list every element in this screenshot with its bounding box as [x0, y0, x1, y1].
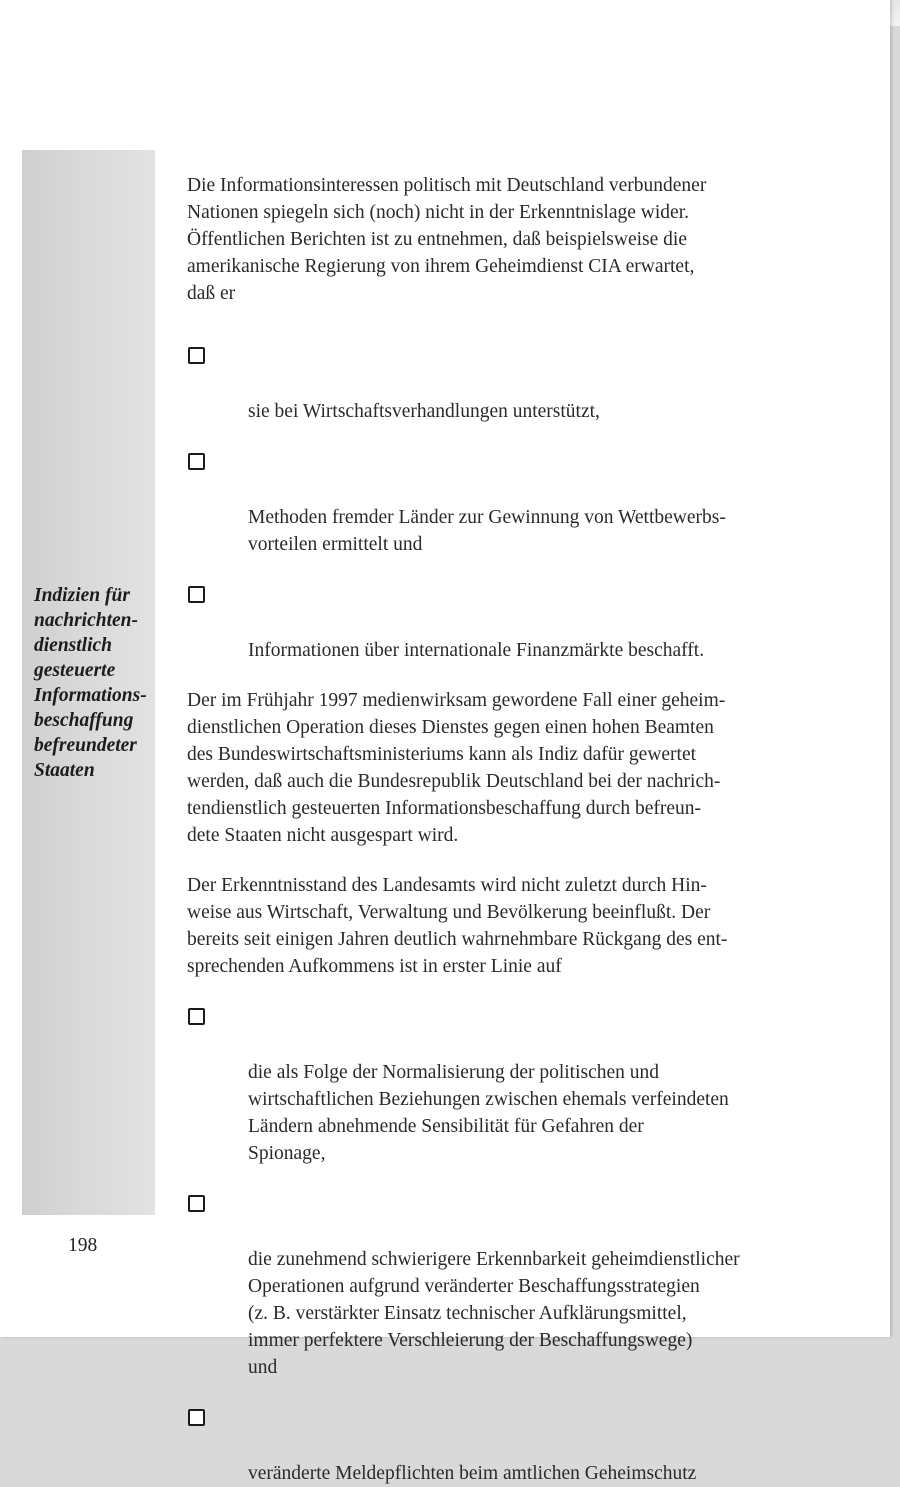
bullet-list-reasons: [187, 1005, 807, 1487]
margin-note-line: dienstlich: [34, 635, 113, 656]
list-item: [187, 1192, 807, 1381]
margin-note-line: Indizien für: [34, 585, 130, 606]
margin-note-line: befreundeter: [34, 735, 137, 756]
checkbox-bullet-icon: [188, 347, 205, 364]
list-item: [187, 450, 807, 558]
list-item-text: die zunehmend schwierigere Erkennbarkeit geheimdienstlicher Operationen aufgrund veränderter Beschaffungsstrategien (z. B. verstärkter Einsatz technischer Aufklärungsmittel, immer perfektere Verschleierung der Beschaffungswege) und: [248, 1249, 740, 1378]
paragraph-erkenntnisstand: Der Erkenntnisstand des Landesamts wird nicht zuletzt durch Hin- weise aus Wirtschaft, Verwaltung und Bevölkerung beeinflußt. Der bereits seit einigen Jahren deutlich wahrnehmbare Rückgang des ent- sprechenden Aufkommens ist in erster Linie auf: [187, 875, 728, 977]
list-item: [187, 1406, 807, 1487]
checkbox-bullet-icon: [188, 453, 205, 470]
page-number: 198: [68, 1235, 98, 1256]
list-item: [187, 344, 807, 425]
bullet-list-cia: [187, 344, 807, 664]
checkbox-bullet-icon: [188, 586, 205, 603]
checkbox-bullet-icon: [188, 1195, 205, 1212]
paragraph-case-1997: Der im Frühjahr 1997 medienwirksam gewordene Fall einer geheim- dienstlichen Operation dieses Dienstes gegen einen hohen Beamten des Bundeswirtschaftsministeriums kann als Indiz dafür gewertet werden, daß auch die Bundesrepublik Deutschland bei der nachrich- tendienstlich gesteuerten Informationsbeschaffung durch befreun- dete Staaten nicht ausgespart wird.: [187, 690, 726, 846]
list-item-text: Informationen über internationale Finanzmärkte beschafft.: [248, 640, 705, 661]
margin-note-line: gesteuerte: [34, 660, 116, 681]
margin-note-line: beschaffung: [34, 710, 134, 731]
list-item-text: sie bei Wirtschaftsverhandlungen unterstützt,: [248, 401, 600, 422]
margin-note-line: Informations-: [34, 685, 147, 706]
list-item: [187, 1005, 807, 1167]
checkbox-bullet-icon: [188, 1409, 205, 1426]
checkbox-bullet-icon: [188, 1008, 205, 1025]
list-item-text: Methoden fremder Länder zur Gewinnung von Wettbewerbs- vorteilen ermittelt und: [248, 507, 726, 555]
margin-note-line: nachrichten-: [34, 610, 139, 631]
margin-note: [34, 583, 158, 783]
list-item: [187, 583, 807, 664]
list-item-text: veränderte Meldepflichten beim amtlichen Geheimschutz: [248, 1463, 697, 1484]
body-text: [187, 172, 807, 1487]
paragraph-intro: Die Informationsinteressen politisch mit Deutschland verbundener Nationen spiegeln sich (noch) nicht in der Erkenntnislage wider. Öffentlichen Berichten ist zu entnehmen, daß beispielsweise die amerikanische Regierung von ihrem Geheimdienst CIA erwartet, daß er: [187, 175, 707, 304]
margin-note-line: Staaten: [34, 760, 95, 781]
list-item-text: die als Folge der Normalisierung der politischen und wirtschaftlichen Beziehungen zwischen ehemals verfeindeten Ländern abnehmende Sensibilität für Gefahren der Spionage,: [248, 1062, 729, 1164]
